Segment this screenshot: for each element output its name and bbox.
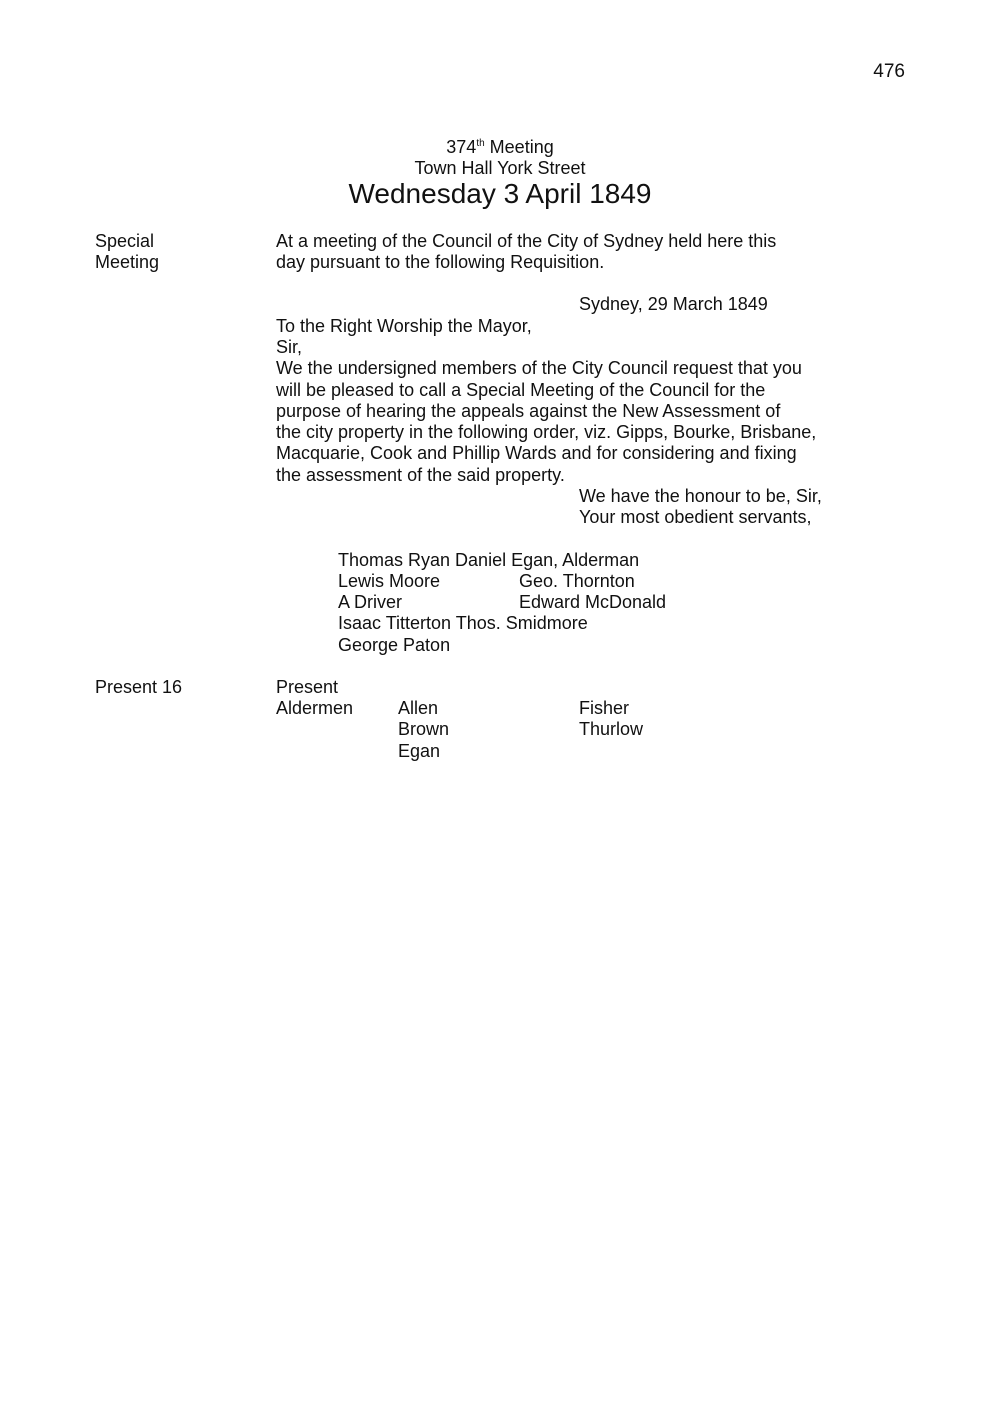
alderman-name: Fisher [579, 698, 630, 718]
margin-note-meeting: Meeting [95, 252, 160, 272]
requisition-salutation: To the Right Worship the Mayor, [276, 316, 532, 336]
alderman-name: Thurlow [579, 719, 644, 739]
signatory-name: Edward McDonald [519, 592, 667, 612]
meeting-number [0, 137, 1000, 158]
alderman-name: Allen [398, 698, 439, 718]
signatory-name: George Paton [338, 635, 451, 655]
attendance-label: Aldermen [276, 698, 354, 718]
margin-note-present: Present 16 [95, 677, 183, 697]
requisition-body-line: will be pleased to call a Special Meeting of the Council for the [276, 380, 766, 400]
signatory-line: Isaac Titterton Thos. Smidmore [338, 613, 588, 633]
requisition-body-line: We the undersigned members of the City Council request that you [276, 358, 802, 378]
requisition-dateline: Sydney, 29 March 1849 [579, 294, 768, 314]
signatory-name: A Driver [338, 592, 403, 612]
requisition-body-line: the assessment of the said property. [276, 465, 565, 485]
meeting-word: Meeting [489, 137, 554, 157]
requisition-body-line: the city property in the following order, viz. Gipps, Bourke, Brisbane, [276, 422, 817, 442]
meeting-ordinal-suffix: th [476, 138, 485, 149]
requisition-closing: We have the honour to be, Sir, [579, 486, 822, 506]
meeting-ordinal-number: 374 [446, 137, 477, 157]
requisition-body-line: Macquarie, Cook and Phillip Wards and for considering and fixing [276, 443, 797, 463]
meeting-date: Wednesday 3 April 1849 [348, 178, 652, 209]
requisition-body-line: purpose of hearing the appeals against the New Assessment of [276, 401, 781, 421]
alderman-name: Brown [398, 719, 450, 739]
requisition-salutation: Sir, [276, 337, 303, 357]
attendance-heading: Present [276, 677, 339, 697]
alderman-name: Egan [398, 741, 441, 761]
margin-note-special: Special [95, 231, 155, 251]
signatory-name: Lewis Moore [338, 571, 441, 591]
signatory-line: Thomas Ryan Daniel Egan, Alderman [338, 550, 640, 570]
page-number: 476 [873, 61, 905, 82]
intro-line: day pursuant to the following Requisition. [276, 252, 605, 272]
meeting-venue: Town Hall York Street [414, 158, 586, 178]
signatory-name: Geo. Thornton [519, 571, 635, 591]
intro-line: At a meeting of the Council of the City of Sydney held here this [276, 231, 777, 251]
requisition-closing: Your most obedient servants, [579, 507, 812, 527]
